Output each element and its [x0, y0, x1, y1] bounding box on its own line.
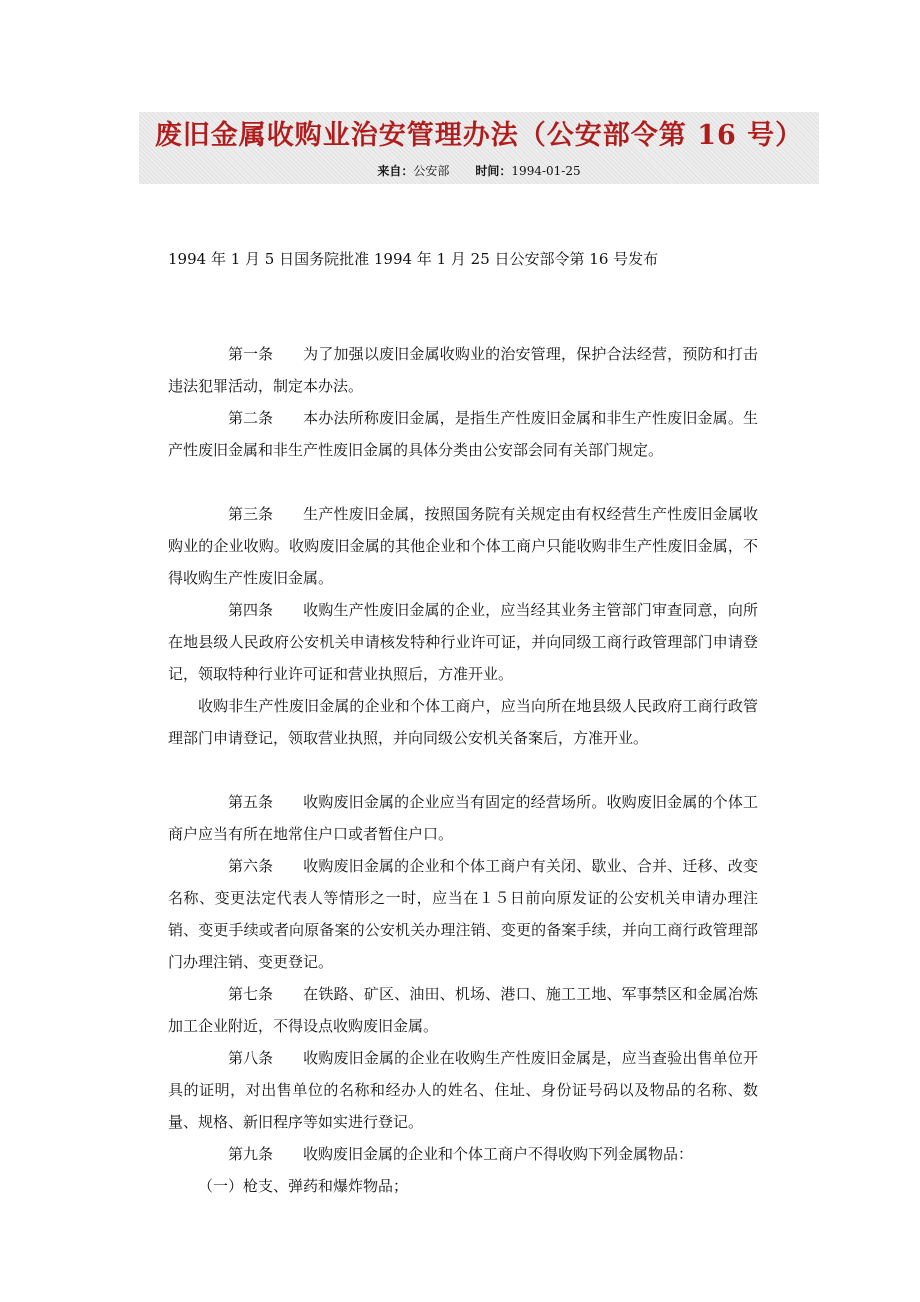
page-title: 废旧金属收购业治安管理办法（公安部令第 16 号）: [154, 120, 804, 151]
document-body: [168, 338, 758, 1202]
article-number: 第七条: [228, 985, 274, 1003]
document-meta: [139, 162, 819, 180]
article-number: 第九条: [228, 1145, 274, 1163]
article-5: [168, 786, 758, 850]
article-text: 生产性废旧金属，按照国务院有关规定由有权经营生产性废旧金属收购业的企业收购。收购废旧金属的其他企业和个体工商户只能收购非生产性废旧金属，不得收购生产性废旧金属。: [168, 505, 758, 587]
article-text: 本办法所称废旧金属，是指生产性废旧金属和非生产性废旧金属。生产性废旧金属和非生产性废旧金属的具体分类由公安部会同有关部门规定。: [168, 409, 758, 459]
article-text: 收购废旧金属的企业应当有固定的经营场所。收购废旧金属的个体工商户应当有所在地常住户口或者暂住户口。: [168, 793, 758, 843]
source-value: 公安部: [413, 164, 450, 178]
article-number: 第八条: [228, 1049, 274, 1067]
article-text: 收购废旧金属的企业和个体工商户不得收购下列金属物品：: [303, 1145, 694, 1163]
article-text: 收购废旧金属的企业在收购生产性废旧金属是，应当查验出售单位开具的证明，对出售单位的名称和经办人的姓名、住址、身份证号码以及物品的名称、数量、规格、新旧程序等如实进行登记。: [168, 1049, 758, 1131]
article-number: 第六条: [228, 857, 274, 875]
article-7: [168, 978, 758, 1042]
article-2: [168, 402, 758, 466]
article-1: [168, 338, 758, 402]
article-text: 为了加强以废旧金属收购业的治安管理，保护合法经营，预防和打击违法犯罪活动，制定本办法。: [168, 345, 758, 395]
time-label: 时间：: [475, 164, 512, 178]
article-4: [168, 594, 758, 690]
article-number: 第一条: [228, 345, 274, 363]
article-text: 在铁路、矿区、油田、机场、港口、施工工地、军事禁区和金属冶炼加工企业附近，不得设点收购废旧金属。: [168, 985, 758, 1035]
article-number: 第五条: [228, 793, 274, 811]
article-6: [168, 850, 758, 978]
article-text: 收购生产性废旧金属的企业，应当经其业务主管部门审查同意，向所在地县级人民政府公安机关申请核发特种行业许可证，并向同级工商行政管理部门申请登记，领取特种行业许可证和营业执照后，方准开业。: [168, 601, 758, 683]
article-8: [168, 1042, 758, 1138]
article-number: 第四条: [228, 601, 274, 619]
source-label: 来自：: [377, 164, 414, 178]
article-number: 第三条: [228, 505, 274, 523]
article-9-item-1: （一）枪支、弹药和爆炸物品；: [198, 1177, 409, 1195]
article-9: [168, 1138, 758, 1170]
article-3: [168, 498, 758, 594]
article-4-paragraph-2: 收购非生产性废旧金属的企业和个体工商户，应当向所在地县级人民政府工商行政管理部门申请登记，领取营业执照，并向同级公安机关备案后，方准开业。: [168, 697, 758, 747]
approval-note: 1994 年 1 月 5 日国务院批准 1994 年 1 月 25 日公安部令第 16 号发布: [168, 250, 659, 268]
article-number: 第二条: [228, 409, 274, 427]
time-value: 1994-01-25: [511, 164, 581, 178]
article-text: 收购废旧金属的企业和个体工商户有关闭、歇业、合并、迁移、改变名称、变更法定代表人等情形之一时，应当在１５日前向原发证的公安机关申请办理注销、变更手续或者向原备案的公安机关办理注销、变更的备案手续，并向工商行政管理部门办理注销、变更登记。: [168, 857, 758, 971]
